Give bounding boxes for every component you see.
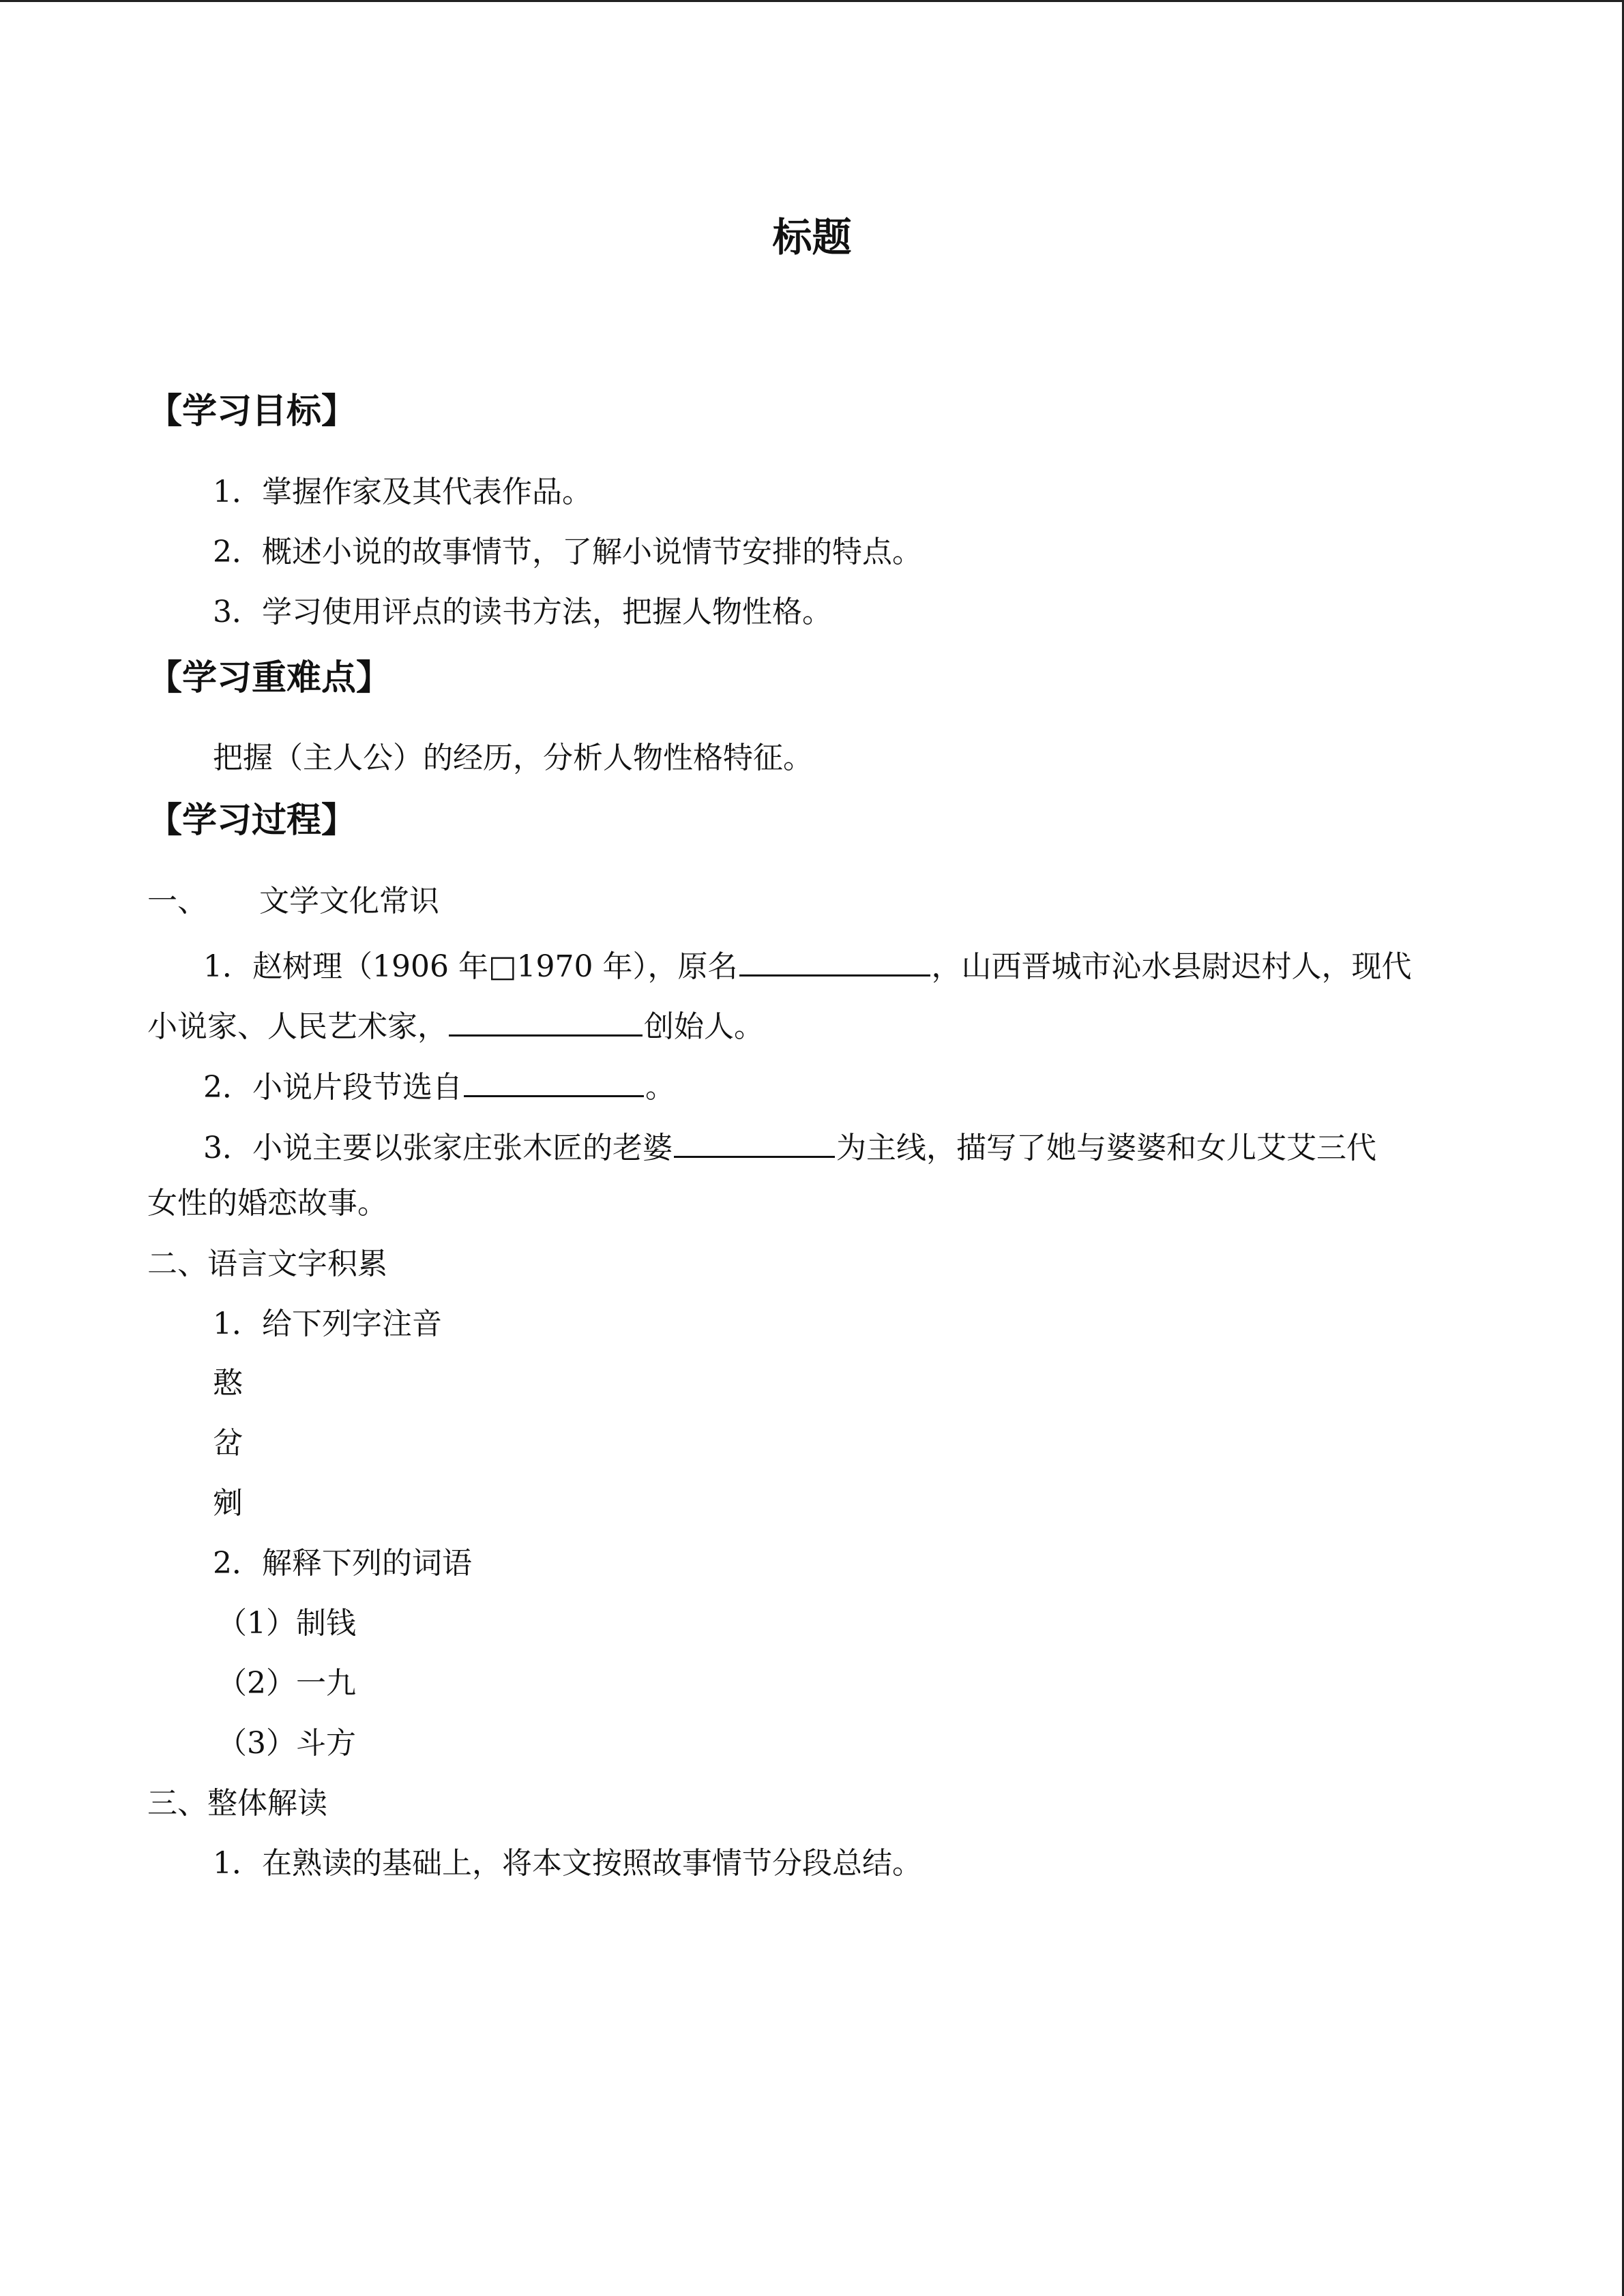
part1-title: 文学文化常识 [259, 884, 439, 919]
q1-blank-founder[interactable] [449, 1007, 643, 1037]
q1-line2-before: 小说家、人民艺术家， [147, 1009, 447, 1044]
q1-line2-after: 创始人。 [644, 1009, 764, 1044]
objective-item-3: 3．学习使用评点的读书方法，把握人物性格。 [213, 595, 832, 629]
part1-q2-line [203, 1068, 675, 1103]
part1-q3-line2: 女性的婚恋故事。 [147, 1186, 387, 1221]
q2-text-before: 2．小说片段节选自 [203, 1070, 462, 1105]
word-item-2: （2）一九 [217, 1666, 356, 1701]
objective-item-1: 1．掌握作家及其代表作品。 [213, 475, 592, 509]
phonetic-char-2: 岔 [213, 1426, 243, 1461]
q2-blank-source[interactable] [464, 1068, 644, 1097]
q1-text-before: 1．赵树理（1906 年□1970 年），原名 [203, 949, 738, 984]
word-item-3: （3）斗方 [217, 1726, 356, 1761]
q1-blank-original-name[interactable] [739, 947, 930, 976]
q3-blank-mainline[interactable] [674, 1129, 835, 1158]
key-points-text: 把握（主人公）的经历，分析人物性格特征。 [213, 741, 813, 775]
q2-text-after: 。 [645, 1070, 675, 1105]
objective-item-2: 2．概述小说的故事情节，了解小说情节安排的特点。 [213, 535, 922, 569]
part1-marker: 一、 [147, 884, 207, 919]
part2-title: 二、语言文字积累 [147, 1247, 387, 1281]
phonetic-char-3: 剜 [213, 1486, 243, 1521]
part3-sub1: 1．在熟读的基础上，将本文按照故事情节分段总结。 [213, 1846, 922, 1881]
part2-sub1: 1．给下列字注音 [213, 1307, 442, 1341]
process-heading: 【学习过程】 [147, 801, 357, 841]
part1-q1-line1 [203, 947, 1412, 982]
part3-title: 三、整体解读 [147, 1786, 327, 1821]
part1-q3-line1 [203, 1129, 1376, 1163]
q3-text-after: 为主线，描写了她与婆婆和女儿艾艾三代 [836, 1131, 1376, 1165]
objectives-heading: 【学习目标】 [147, 391, 357, 432]
key-points-heading: 【学习重难点】 [147, 658, 392, 698]
part2-sub2: 2．解释下列的词语 [213, 1546, 472, 1581]
q1-text-after: ，山西晋城市沁水县尉迟村人，现代 [931, 949, 1412, 984]
part1-q1-line2 [147, 1007, 764, 1042]
part1-title-line [147, 884, 439, 919]
q3-text-before: 3．小说主要以张家庄张木匠的老婆 [203, 1131, 673, 1165]
page-title: 标题 [772, 214, 852, 260]
phonetic-char-1: 憨 [213, 1366, 243, 1401]
word-item-1: （1）制钱 [217, 1606, 356, 1641]
